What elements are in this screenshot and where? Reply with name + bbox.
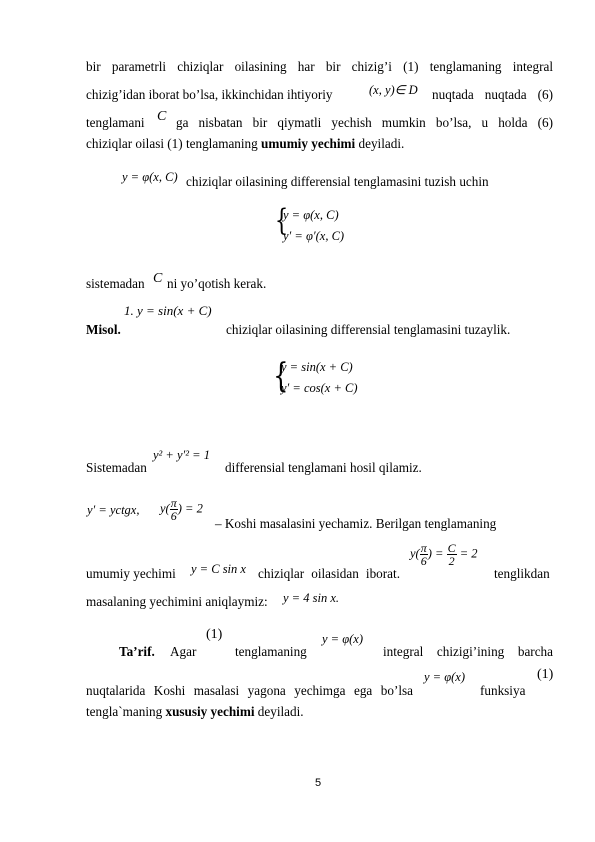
fraction xyxy=(420,542,428,567)
equation-number: (1) xyxy=(537,667,554,682)
math-symbol: C xyxy=(153,271,163,286)
fraction-numerator: π xyxy=(420,541,427,555)
term-bold: umumiy yechimi xyxy=(261,136,356,151)
paragraph-text: tenglamani xyxy=(86,115,145,130)
math-formula: y = φ(x) xyxy=(322,632,364,646)
math-text: ) = xyxy=(427,546,444,561)
fraction-denominator: 6 xyxy=(420,554,427,568)
system-brace: { xyxy=(274,203,289,238)
page-number: 5 xyxy=(315,777,322,789)
paragraph-text: nuqtalarida Koshi masalasi yagona yechimga ega bo’lsa xyxy=(86,683,413,698)
math-text: ) = 2 xyxy=(177,501,203,516)
fraction-numerator: π xyxy=(170,496,177,510)
math-formula: y = C sin x xyxy=(191,562,246,576)
system-equation: y = sin(x + C) xyxy=(281,360,353,374)
fraction-numerator: C xyxy=(447,541,456,555)
term-bold: xususiy yechimi xyxy=(165,704,255,719)
math-text: y( xyxy=(410,546,420,561)
math-formula: y = 4 sin x. xyxy=(283,591,339,605)
math-formula: y² + y′² = 1 xyxy=(153,448,210,462)
paragraph-text: tenglamaning xyxy=(235,644,307,659)
paragraph-text: chiziqlar oilasining differensial tenglamasini tuzish uchin xyxy=(186,174,489,189)
paragraph-text: umumiy yechimi xyxy=(86,566,176,581)
fraction-denominator: 6 xyxy=(170,509,177,523)
system-equation: y = φ(x, C) xyxy=(283,208,339,222)
definition-label: Ta’rif. xyxy=(119,644,155,659)
paragraph-text: nuqtada nuqtada (6) xyxy=(432,87,553,102)
system-brace: { xyxy=(273,356,289,396)
paragraph-text: deyiladi. xyxy=(358,136,405,151)
paragraph-text: chiziqlar oilasidan iborat. xyxy=(258,566,400,581)
paragraph-text: Sistemadan xyxy=(86,460,147,475)
equation-number: (1) xyxy=(206,627,223,642)
fraction xyxy=(447,542,457,567)
paragraph-text: differensial tenglamani hosil qilamiz. xyxy=(225,460,422,475)
paragraph-text: tenglikdan xyxy=(494,566,550,581)
system-equation: y′ = cos(x + C) xyxy=(281,381,358,395)
math-formula: y = φ(x) xyxy=(424,670,466,684)
paragraph-text: tengla`maning xyxy=(86,704,163,719)
example-label: Misol. xyxy=(86,322,121,337)
paragraph-line xyxy=(86,136,404,152)
paragraph-text: ga nisbatan bir qiymatli yechish mumkin bo’lsa, u holda (6) xyxy=(176,115,553,130)
paragraph-text: deyiladi. xyxy=(257,704,304,719)
paragraph-line: bir parametrli chiziqlar oilasining har bir chizig’i (1) tenglamaning integral xyxy=(86,59,553,74)
paragraph-line xyxy=(86,704,304,720)
fraction xyxy=(170,497,178,522)
paragraph-text: chiziqlar oilasi (1) tenglamaning xyxy=(86,136,258,151)
math-formula: 1. y = sin(x + C) xyxy=(124,303,212,318)
paragraph-text: sistemadan xyxy=(86,276,145,291)
system-equation: y′ = φ′(x, C) xyxy=(283,229,345,243)
math-formula xyxy=(160,497,203,522)
math-formula xyxy=(410,542,478,567)
math-symbol: C xyxy=(157,109,167,124)
paragraph-text: funksiya xyxy=(480,683,526,698)
paragraph-text: integral chizigi’ining barcha xyxy=(383,644,553,659)
fraction-denominator: 2 xyxy=(448,554,455,568)
paragraph-text: masalaning yechimini aniqlaymiz: xyxy=(86,594,268,609)
math-text: y( xyxy=(160,501,170,516)
math-formula: (x, y)∈ D xyxy=(369,83,418,97)
math-formula: y = φ(x, C) xyxy=(122,170,178,184)
math-text: = 2 xyxy=(459,546,478,561)
paragraph-text: Agar xyxy=(170,644,197,659)
paragraph-text: – Koshi masalasini yechamiz. Berilgan tenglamaning xyxy=(215,516,497,531)
paragraph-text: ni yo’qotish kerak. xyxy=(167,276,267,291)
paragraph-text: chiziqlar oilasining differensial tenglamasini tuzaylik. xyxy=(226,322,511,337)
paragraph-text: chizig’idan iborat bo’lsa, ikkinchidan ihtiyoriy xyxy=(86,87,333,102)
math-formula: y′ = yctgx, xyxy=(87,503,140,517)
